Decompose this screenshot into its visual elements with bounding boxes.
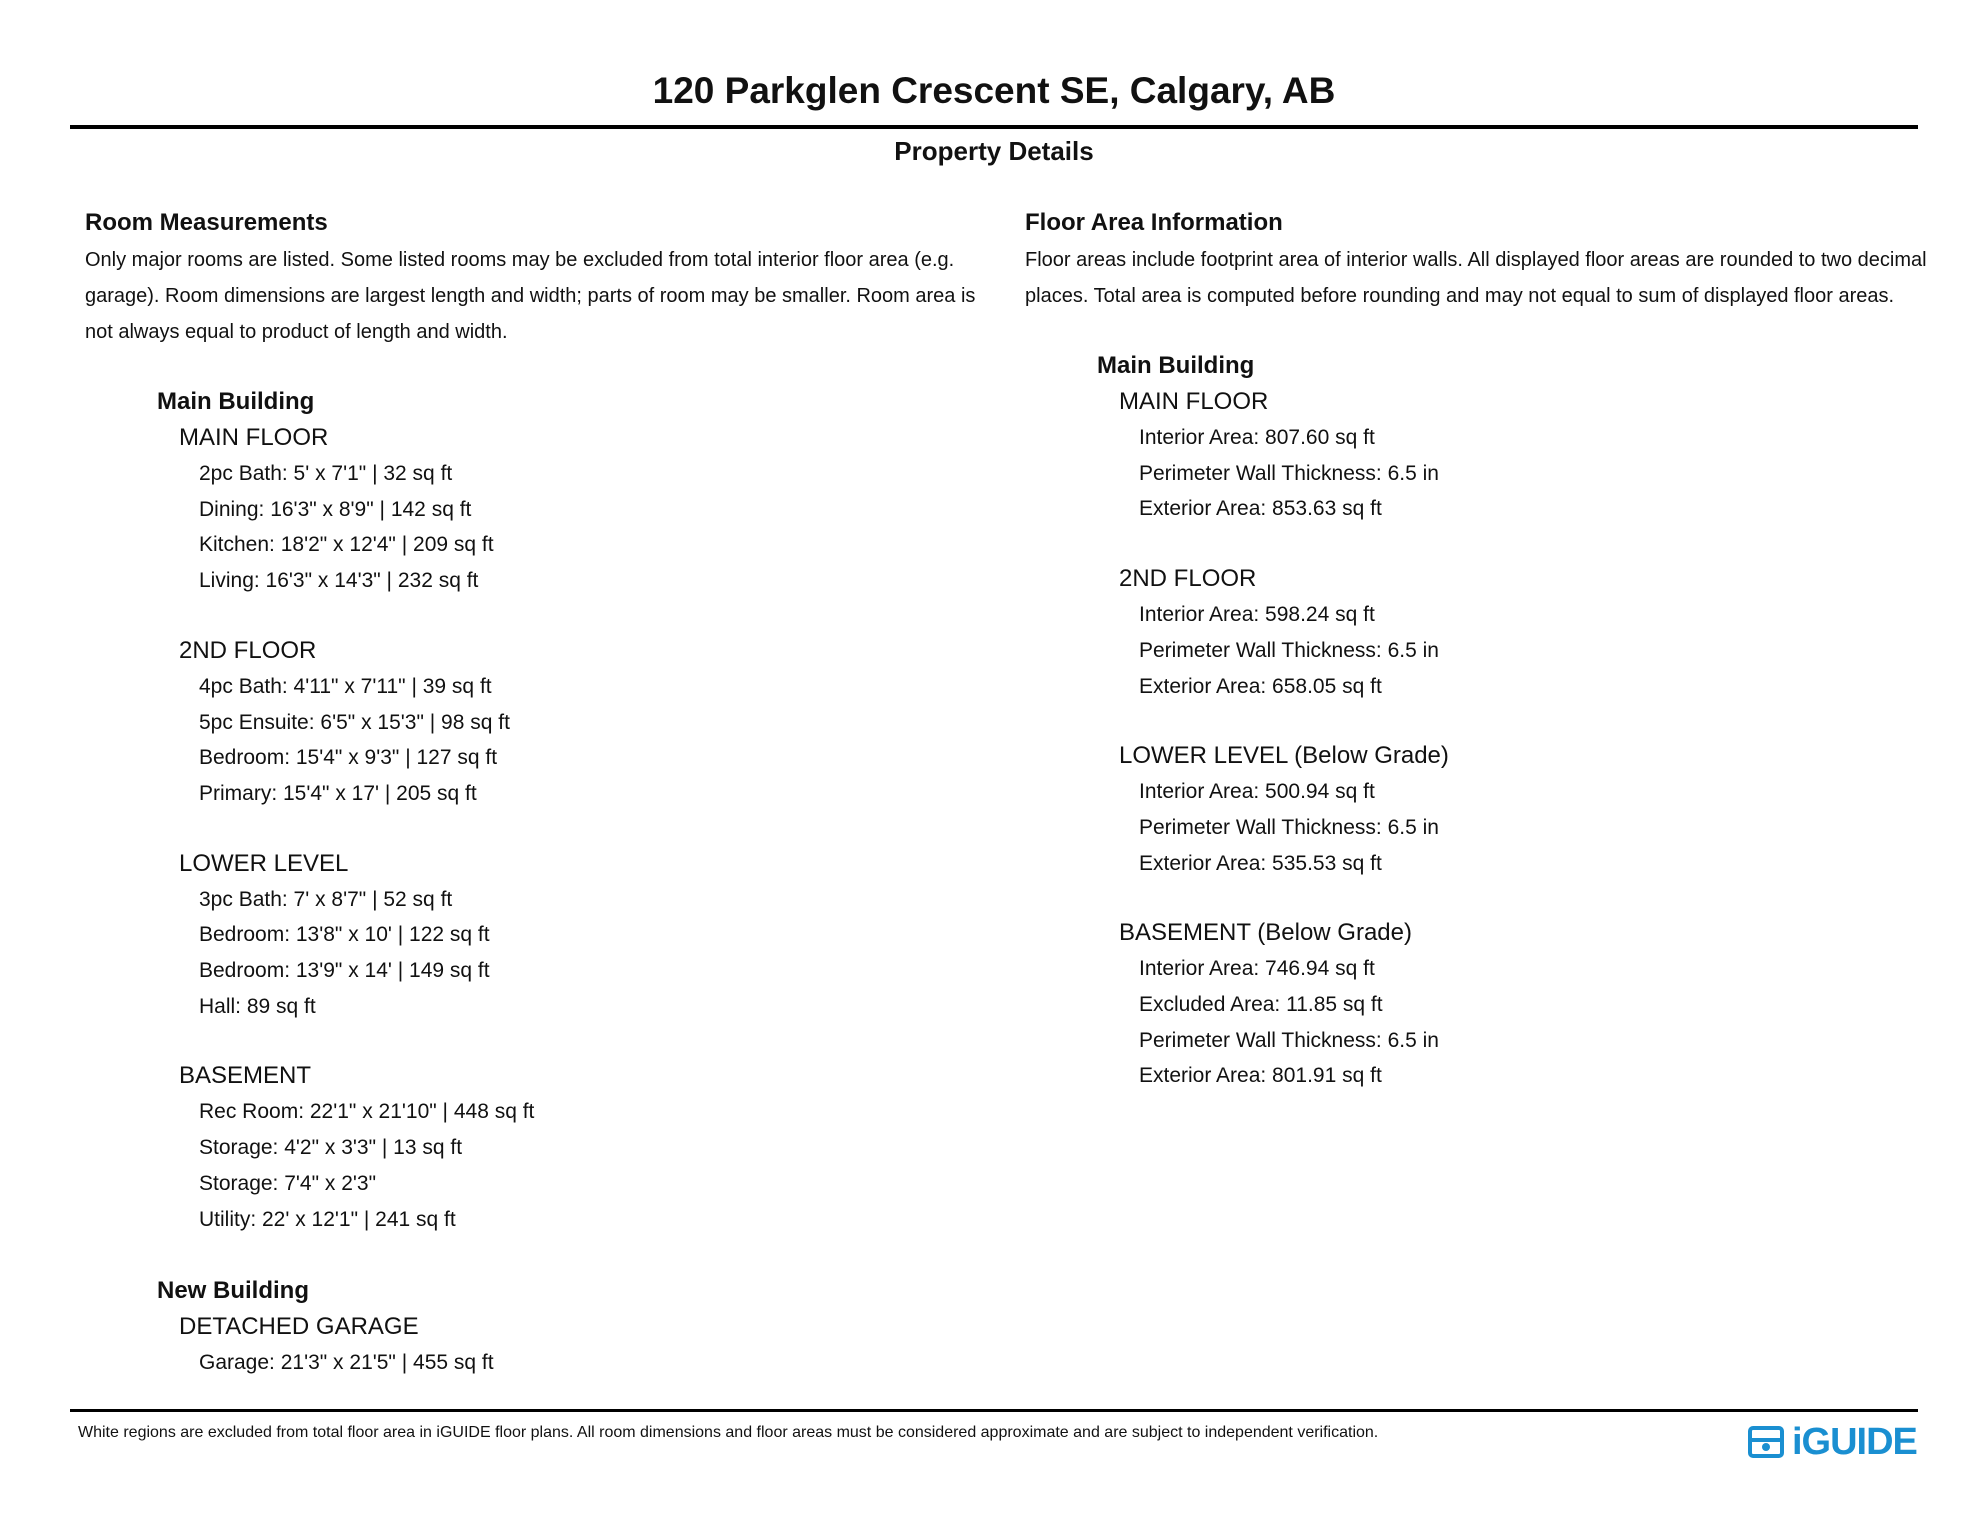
area-item: Exterior Area: 535.53 sq ft [1139, 851, 1382, 875]
area-item: Perimeter Wall Thickness: 6.5 in [1139, 461, 1439, 485]
room-item: Bedroom: 15'4" x 9'3" | 127 sq ft [199, 746, 498, 770]
room-item: Garage: 21'3" x 21'5" | 455 sq ft [199, 1351, 494, 1375]
floor-area-heading: Floor Area Information [1025, 209, 1283, 236]
area-item: Exterior Area: 801.91 sq ft [1139, 1064, 1382, 1088]
area-item: Exterior Area: 853.63 sq ft [1139, 497, 1382, 521]
area-item: Exterior Area: 658.05 sq ft [1139, 674, 1382, 698]
floor-label: LOWER LEVEL (Below Grade) [1119, 742, 1449, 770]
page-subtitle: Property Details [894, 136, 1094, 166]
floor-area-list [1025, 348, 1945, 1094]
room-item: Living: 16'3" x 14'3" | 232 sq ft [199, 569, 479, 593]
brand-wordmark: iGUIDE [1792, 1421, 1917, 1463]
room-item: Dining: 16'3" x 8'9" | 142 sq ft [199, 497, 472, 521]
room-item: Kitchen: 18'2" x 12'4" | 209 sq ft [199, 533, 494, 557]
building-label: Main Building [157, 388, 315, 415]
floor-label: DETACHED GARAGE [179, 1313, 419, 1341]
floor-label: LOWER LEVEL [179, 849, 349, 877]
area-item: Excluded Area: 11.85 sq ft [1139, 993, 1383, 1017]
room-item: 5pc Ensuite: 6'5" x 15'3" | 98 sq ft [199, 710, 510, 734]
floor-area-intro: Floor areas include footprint area of interior walls. All displayed floor areas are rounded to two decimal places. Total area is computed before rounding and may not equal to sum of displayed floor areas. [1025, 249, 1927, 307]
footer-divider [70, 1409, 1918, 1412]
room-measurements-section [85, 208, 985, 1381]
floor-label: 2ND FLOOR [179, 636, 317, 664]
footer-disclaimer: White regions are excluded from total floor area in iGUIDE floor plans. All room dimensions and floor areas must be considered approximate and are subject to independent verification. [78, 1424, 1379, 1441]
room-list [85, 384, 985, 1381]
floor-label: BASEMENT (Below Grade) [1119, 919, 1412, 947]
area-item: Perimeter Wall Thickness: 6.5 in [1139, 815, 1439, 839]
header-divider [70, 125, 1918, 129]
room-item: Bedroom: 13'8" x 10' | 122 sq ft [199, 923, 490, 947]
building-label: Main Building [1097, 352, 1255, 379]
room-item: Storage: 7'4" x 2'3" [199, 1171, 377, 1195]
room-measurements-heading: Room Measurements [85, 209, 328, 236]
room-item: Bedroom: 13'9" x 14' | 149 sq ft [199, 959, 490, 983]
room-item: 2pc Bath: 5' x 7'1" | 32 sq ft [199, 462, 453, 485]
floor-label: BASEMENT [179, 1062, 312, 1090]
floor-label: MAIN FLOOR [179, 424, 329, 451]
area-item: Interior Area: 746.94 sq ft [1139, 957, 1375, 981]
floor-label: 2ND FLOOR [1119, 565, 1257, 593]
iguide-camera-icon [1748, 1425, 1786, 1459]
room-item: 3pc Bath: 7' x 8'7" | 52 sq ft [199, 887, 453, 911]
iguide-logo [1748, 1422, 1917, 1462]
page-title: 120 Parkglen Crescent SE, Calgary, AB [652, 70, 1336, 111]
area-item: Perimeter Wall Thickness: 6.5 in [1139, 1028, 1439, 1052]
area-item: Interior Area: 807.60 sq ft [1139, 426, 1375, 449]
floor-label: MAIN FLOOR [1119, 388, 1269, 415]
room-item: 4pc Bath: 4'11" x 7'11" | 39 sq ft [199, 674, 492, 698]
floor-area-section [1025, 208, 1945, 1094]
room-item: Hall: 89 sq ft [199, 994, 316, 1018]
room-item: Rec Room: 22'1" x 21'10" | 448 sq ft [199, 1100, 535, 1124]
room-item: Storage: 4'2" x 3'3" | 13 sq ft [199, 1136, 463, 1160]
area-item: Interior Area: 598.24 sq ft [1139, 603, 1375, 627]
building-label: New Building [157, 1277, 309, 1305]
room-item: Primary: 15'4" x 17' | 205 sq ft [199, 781, 477, 805]
room-item: Utility: 22' x 12'1" | 241 sq ft [199, 1207, 456, 1231]
area-item: Perimeter Wall Thickness: 6.5 in [1139, 638, 1439, 662]
room-measurements-intro: Only major rooms are listed. Some listed rooms may be excluded from total interior floor area (e.g. garage). Room dimensions are largest length and width; parts of room may be smaller. Room area is not always equal to product of length and width. [85, 249, 976, 343]
area-item: Interior Area: 500.94 sq ft [1139, 780, 1375, 804]
